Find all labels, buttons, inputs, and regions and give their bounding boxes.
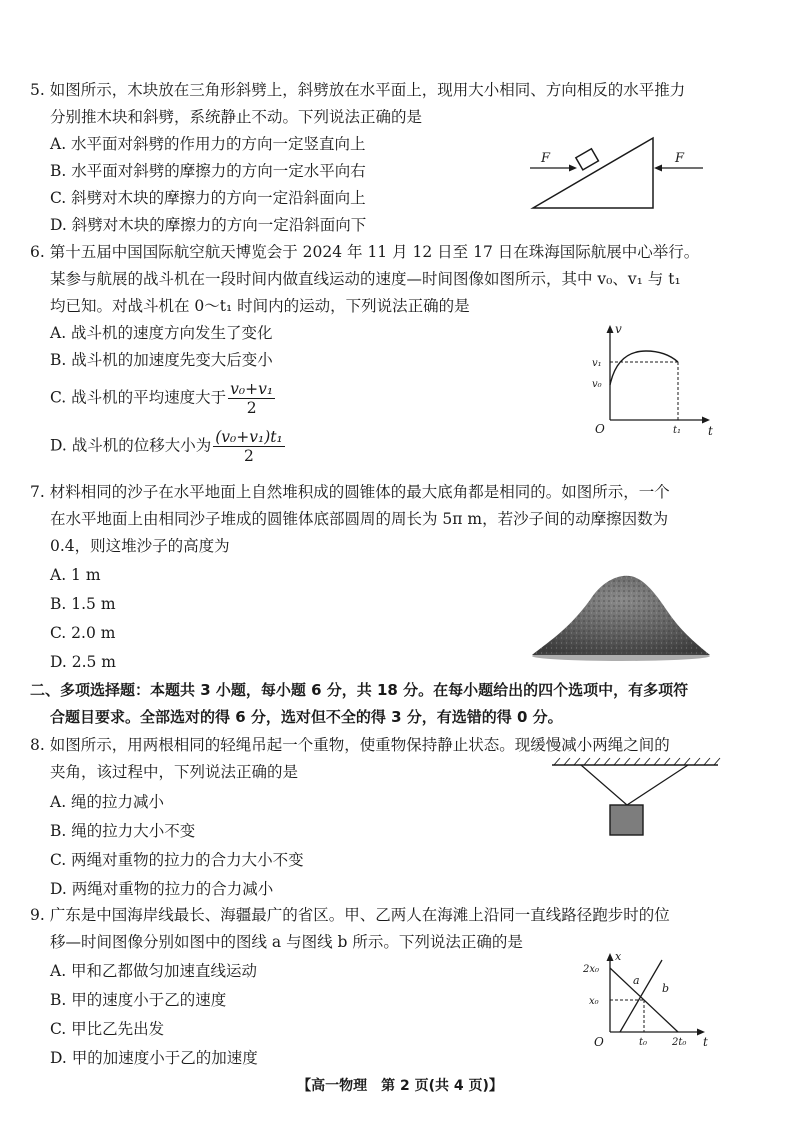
q6-c-numerator: v₀+v₁ [230, 380, 274, 398]
weight-block [610, 805, 643, 835]
q9-origin-label: O [594, 1035, 604, 1049]
q5-option-d: D. 斜劈对木块的摩擦力的方向一定沿斜面向下 [50, 216, 367, 234]
q8-option-a: A. 绳的拉力减小 [50, 793, 165, 811]
q6-option-d-fraction [213, 428, 284, 465]
q6-v1-label: v₁ [592, 358, 602, 369]
q7-option-c: C. 2.0 m [50, 624, 116, 642]
arrow-right-icon [569, 165, 577, 172]
q9-xt-graph [580, 950, 715, 1050]
q6-axis-t-label: t [708, 424, 713, 438]
q6-d-denominator: 2 [244, 447, 254, 465]
q5-force-right-label: F [675, 151, 685, 166]
q9-stem-line1: 9. 广东是中国海岸线最长、海疆最广的省区。甲、乙两人在海滩上沿同一直线路径跑步时的位 [30, 906, 670, 924]
q6-stem-line1: 6. 第十五届中国国际航空航天博览会于 2024 年 11 月 12 日至 17 日在珠海国际航展中心举行。 [30, 243, 700, 261]
q6-option-c-fraction [228, 380, 275, 417]
q5-stem-line2: 分别推木块和斜劈，系统静止不动。下列说法正确的是 [50, 108, 423, 126]
v-axis-arrow-icon [607, 325, 614, 333]
q6-t1-label: t₁ [673, 425, 682, 436]
q6-option-c [50, 380, 275, 417]
q9-2t0-label: 2t₀ [672, 1037, 687, 1048]
q9-line-b-label: b [662, 982, 670, 995]
q9-line-a-label: a [633, 974, 640, 987]
q6-origin-label: O [595, 422, 605, 436]
q9-t0-label: t₀ [639, 1037, 648, 1048]
section2-header-line2: 合题目要求。全部选对的得 6 分，选对但不全的得 3 分，有选错的得 0 分。 [50, 708, 563, 726]
q7-sand-pile-image [528, 560, 713, 665]
q5-wedge-diagram [525, 130, 725, 220]
q7-stem-line3: 0.4，则这堆沙子的高度为 [50, 537, 230, 555]
q8-option-c: C. 两绳对重物的拉力的合力大小不变 [50, 851, 304, 869]
q8-stem-line2: 夹角，该过程中，下列说法正确的是 [50, 763, 299, 781]
line-b [620, 960, 662, 1032]
q6-v0-label: v₀ [592, 379, 602, 390]
q9-x0-label: x₀ [589, 996, 599, 1007]
t-axis-arrow-icon [702, 417, 710, 424]
q6-option-c-text: C. 战斗机的平均速度大于 [50, 388, 227, 407]
q6-option-d [50, 428, 285, 465]
section2-header-line1: 二、多项选择题：本题共 3 小题，每小题 6 分，共 18 分。在每小题给出的四个选项中，有多项符 [30, 681, 689, 699]
q5-force-left-label: F [541, 151, 551, 166]
q9-stem-line2: 移—时间图像分别如图中的图线 a 与图线 b 所示。下列说法正确的是 [50, 933, 523, 951]
wood-block [576, 149, 599, 170]
q7-stem-line1: 7. 材料相同的沙子在水平地面上自然堆积成的圆锥体的最大底角都是相同的。如图所示，一个 [30, 483, 670, 501]
q9-2x0-label: 2x₀ [583, 964, 600, 975]
left-rope [581, 765, 627, 805]
q7-option-a: A. 1 m [50, 566, 101, 584]
q6-stem-line3: 均已知。对战斗机在 0～t₁ 时间内的运动，下列说法正确的是 [50, 297, 470, 315]
q9-option-c: C. 甲比乙先出发 [50, 1020, 165, 1038]
q9-axis-t-label: t [703, 1035, 708, 1049]
arrow-left-icon [654, 165, 662, 172]
q6-vt-graph [590, 315, 720, 440]
q6-axis-v-label: v [615, 322, 622, 336]
q6-stem-line2: 某参与航展的战斗机在一段时间内做直线运动的速度—时间图像如图所示，其中 v₀、v₁ 与 t₁ [50, 270, 681, 288]
q6-c-denominator: 2 [246, 399, 257, 417]
wedge-triangle [533, 138, 653, 208]
q8-hanging-weight-diagram [548, 755, 723, 850]
q7-option-d: D. 2.5 m [50, 653, 117, 671]
q5-option-b: B. 水平面对斜劈的摩擦力的方向一定水平向右 [50, 162, 366, 180]
right-rope [627, 765, 688, 805]
x-axis-arrow-icon [607, 953, 614, 961]
page-footer: 【高一物理 第 2 页(共 4 页)】 [297, 1078, 503, 1094]
q6-option-a: A. 战斗机的速度方向发生了变化 [50, 324, 273, 342]
q5-stem-line1: 5. 如图所示，木块放在三角形斜劈上，斜劈放在水平面上，现用大小相同、方向相反的水平推力 [30, 81, 686, 99]
q9-option-d: D. 甲的加速度小于乙的加速度 [50, 1049, 258, 1067]
q7-option-b: B. 1.5 m [50, 595, 116, 613]
q6-option-b: B. 战斗机的加速度先变大后变小 [50, 351, 273, 369]
q9-axis-x-label: x [615, 950, 622, 963]
q9-option-a: A. 甲和乙都做匀加速直线运动 [50, 962, 258, 980]
q7-stem-line2: 在水平地面上由相同沙子堆成的圆锥体底部圆周的周长为 5π m，若沙子间的动摩擦因数为 [50, 510, 669, 528]
q8-option-b: B. 绳的拉力大小不变 [50, 822, 196, 840]
q8-stem-line1: 8. 如图所示，用两根相同的轻绳吊起一个重物，使重物保持静止状态。现缓慢减小两绳之间的 [30, 736, 670, 754]
velocity-curve [610, 351, 678, 385]
q6-option-d-text: D. 战斗机的位移大小为 [50, 436, 212, 455]
q6-d-numerator: (v₀+v₁)t₁ [215, 428, 283, 446]
q5-option-c: C. 斜劈对木块的摩擦力的方向一定沿斜面向上 [50, 189, 366, 207]
q8-option-d: D. 两绳对重物的拉力的合力减小 [50, 880, 274, 898]
q9-option-b: B. 甲的速度小于乙的速度 [50, 991, 227, 1009]
q5-option-a: A. 水平面对斜劈的作用力的方向一定竖直向上 [50, 135, 366, 153]
